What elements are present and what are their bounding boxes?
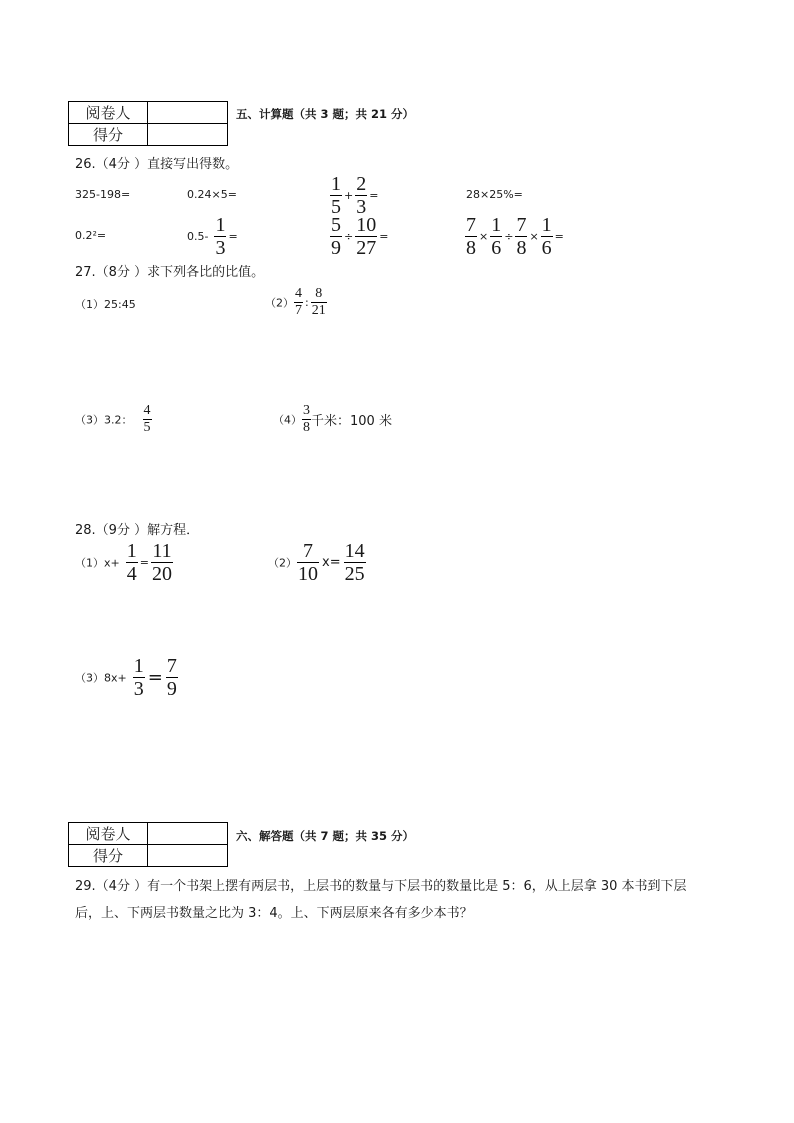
fraction-denominator: 9	[166, 678, 177, 700]
q27-part2	[265, 287, 327, 318]
q26-stem: 26.（4分 ）直接写出得数。	[75, 157, 239, 172]
fraction-denominator: 4	[126, 563, 137, 585]
equals-sign: =	[147, 667, 163, 688]
fraction-numerator: 10	[356, 214, 377, 236]
equals-sign: =	[228, 230, 238, 243]
part-label: （3）3.2：	[75, 413, 133, 427]
fraction-denominator: 5	[143, 420, 151, 435]
fraction-numerator: 5	[331, 214, 341, 236]
fraction-numerator: 7	[166, 655, 177, 677]
fraction-numerator: 14	[344, 540, 365, 562]
operator: +	[344, 189, 354, 202]
q28-part1	[75, 541, 173, 584]
fraction-denominator: 6	[541, 237, 552, 259]
score-box	[148, 845, 228, 867]
score-box	[148, 124, 228, 146]
operator: ×	[479, 230, 489, 243]
part-label: （1）x+	[75, 556, 120, 570]
grader-label: 阅卷人	[69, 102, 148, 124]
fraction-denominator: 6	[491, 237, 502, 259]
fraction-numerator: 7	[303, 540, 313, 562]
q27-part3	[75, 404, 152, 435]
fraction-numerator: 3	[303, 403, 310, 418]
part-label: （2）	[265, 296, 294, 310]
section5-title: 五、计算题（共 3 题；共 21 分）	[236, 107, 415, 121]
q27-stem: 27.（8分 ）求下列各比的比值。	[75, 265, 265, 280]
grader-table-section5	[68, 101, 228, 146]
q26-item-d: 28×25%=	[466, 188, 523, 201]
q29-line1: 29.（4分 ）有一个书架上摆有两层书，上层书的数量与下层书的数量比是 5：6，从上层拿 30 本书到下层	[75, 879, 687, 894]
fraction-denominator: 21	[311, 303, 326, 318]
equals-sign: =	[139, 556, 149, 569]
grader-table-section6	[68, 822, 228, 867]
fraction-numerator: 2	[356, 173, 367, 195]
equals-sign: =	[369, 189, 379, 202]
fraction-denominator: 3	[133, 678, 144, 700]
fraction-numerator: 4	[143, 403, 151, 418]
fraction-denominator: 27	[356, 237, 377, 259]
fraction-numerator: 4	[295, 286, 302, 301]
fraction-numerator: 8	[315, 286, 323, 301]
q29-line2: 后，上、下两层书数量之比为 3：4。上、下两层原来各有多少本书？	[75, 906, 473, 921]
fraction-denominator: 5	[331, 196, 341, 218]
fraction-denominator: 10	[298, 563, 318, 585]
part-label: （3）8x+	[75, 671, 127, 685]
fraction-numerator: 1	[541, 214, 552, 236]
q26-item-a: 325-198=	[75, 188, 131, 201]
ratio-text: 千米：100 米	[311, 414, 392, 429]
equals-sign: =	[379, 230, 389, 243]
fraction-denominator: 8	[516, 237, 527, 259]
fraction-denominator: 3	[356, 196, 367, 218]
q27-part1: （1）25:45	[75, 298, 136, 311]
q26-item-e: 0.2²=	[75, 229, 107, 242]
operator: ×	[529, 230, 539, 243]
fraction-denominator: 7	[295, 303, 302, 318]
equals-sign: =	[554, 230, 564, 243]
q27-part4	[273, 404, 392, 435]
fraction-denominator: 9	[331, 237, 341, 259]
score-label: 得分	[69, 845, 148, 867]
ratio-colon: :	[305, 296, 309, 309]
operator: ÷	[344, 230, 354, 243]
section6-title: 六、解答题（共 7 题；共 35 分）	[236, 829, 415, 843]
expression-prefix: 0.5-	[187, 230, 209, 243]
variable-equals: x=	[322, 555, 341, 570]
score-label: 得分	[69, 124, 148, 146]
q28-part2	[268, 541, 366, 584]
fraction-denominator: 25	[344, 563, 365, 585]
q26-item-g	[330, 215, 390, 258]
q28-part3	[75, 656, 178, 699]
q28-stem: 28.（9分 ）解方程．	[75, 523, 200, 538]
q26-item-f	[187, 215, 240, 258]
fraction-numerator: 11	[152, 540, 172, 562]
fraction-denominator: 3	[215, 237, 226, 259]
operator: ÷	[504, 230, 514, 243]
fraction-numerator: 1	[133, 655, 144, 677]
fraction-denominator: 8	[303, 420, 310, 435]
fraction-numerator: 1	[126, 540, 137, 562]
grader-label: 阅卷人	[69, 823, 148, 845]
fraction-denominator: 20	[151, 563, 172, 585]
fraction-numerator: 7	[466, 214, 476, 236]
fraction-numerator: 1	[215, 214, 226, 236]
fraction-numerator: 1	[331, 173, 341, 195]
q26-item-h	[465, 215, 566, 258]
q26-item-b: 0.24×5=	[187, 188, 237, 201]
grader-box	[148, 823, 228, 845]
fraction-numerator: 7	[516, 214, 527, 236]
part-label: （2）	[268, 556, 297, 570]
part-label: （4）	[273, 413, 302, 427]
q26-item-c	[330, 174, 380, 217]
fraction-numerator: 1	[491, 214, 502, 236]
grader-box	[148, 102, 228, 124]
fraction-denominator: 8	[466, 237, 476, 259]
